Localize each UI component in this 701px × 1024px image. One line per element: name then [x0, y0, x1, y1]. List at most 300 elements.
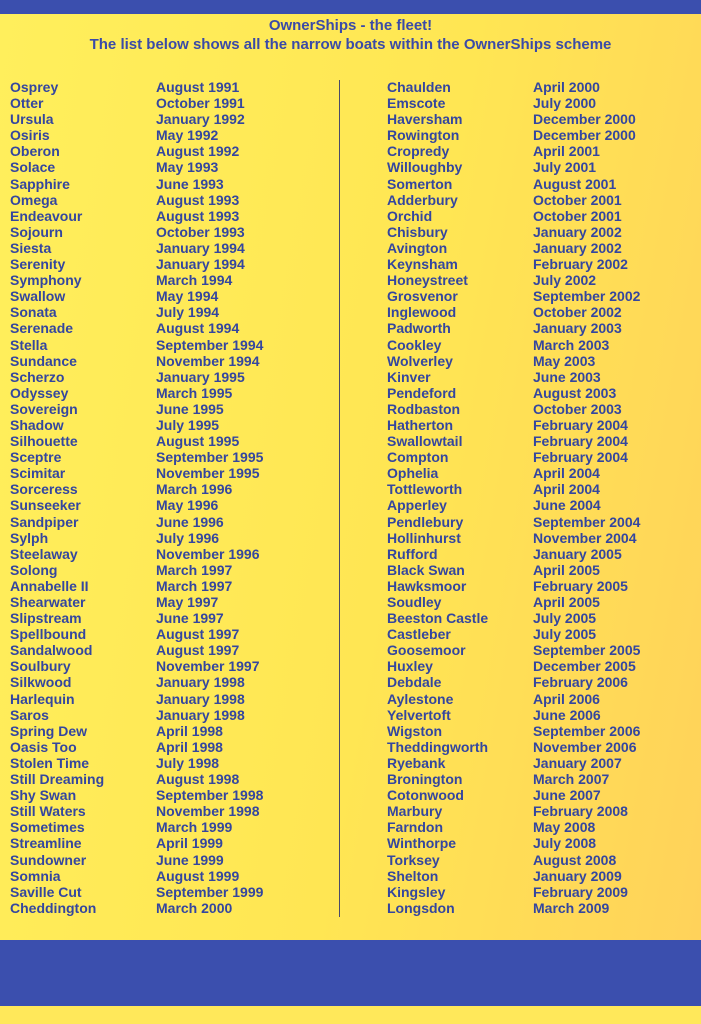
launch-date: October 2003: [533, 400, 622, 417]
list-item: [10, 416, 220, 433]
list-item: [387, 577, 628, 594]
launch-date: September 2005: [533, 642, 641, 659]
boat-name: Pendlebury: [387, 513, 464, 530]
launch-date: August 2001: [533, 175, 617, 192]
boat-name: Kinver: [387, 368, 431, 385]
boat-name: Somerton: [387, 175, 453, 192]
launch-date: January 1995: [156, 368, 245, 385]
boat-name: Emscote: [387, 95, 446, 112]
launch-date: March 1995: [156, 384, 233, 401]
list-item: [387, 867, 622, 884]
list-item: [10, 513, 224, 530]
list-item: [387, 143, 600, 160]
list-item: [387, 497, 601, 514]
list-item: [10, 481, 233, 498]
boat-name: Shelton: [387, 867, 439, 884]
launch-date: April 2006: [533, 690, 600, 707]
launch-date: July 2000: [533, 95, 597, 112]
list-item: [10, 867, 240, 884]
launch-date: July 1994: [156, 304, 220, 321]
list-item: [387, 95, 597, 112]
launch-date: March 2009: [533, 899, 610, 916]
boat-name: Endeavour: [10, 207, 83, 224]
launch-date: September 1994: [156, 336, 264, 353]
launch-date: June 1993: [156, 175, 224, 192]
boat-name: Haversham: [387, 111, 463, 128]
list-item: [387, 594, 600, 610]
launch-date: November 1995: [156, 465, 260, 482]
launch-date: April 2005: [533, 561, 600, 578]
launch-date: November 1994: [156, 352, 260, 369]
launch-date: January 1994: [156, 256, 245, 273]
launch-date: April 2004: [533, 465, 600, 482]
launch-date: May 2003: [533, 352, 596, 369]
list-item: [387, 256, 628, 273]
right-fleet-list: [387, 79, 641, 916]
boat-name: Rufford: [387, 545, 438, 562]
launch-date: July 2005: [533, 610, 597, 627]
launch-date: June 1996: [156, 513, 224, 530]
launch-date: January 2002: [533, 223, 622, 240]
launch-date: January 2009: [533, 867, 622, 884]
boat-name: Hatherton: [387, 416, 454, 433]
launch-date: April 1998: [156, 738, 223, 755]
launch-date: November 1997: [156, 658, 260, 675]
launch-date: August 2008: [533, 851, 617, 868]
boat-name: Keynsham: [387, 256, 458, 273]
boat-name: Symphony: [10, 272, 82, 289]
launch-date: February 2009: [533, 883, 628, 900]
launch-date: May 1993: [156, 159, 219, 176]
list-item: [10, 899, 233, 916]
boat-name: Compton: [387, 449, 449, 466]
boat-name: Scherzo: [10, 368, 65, 385]
boat-name: Wigston: [387, 722, 443, 739]
boat-name: Padworth: [387, 320, 451, 337]
list-item: [10, 336, 264, 353]
list-item: [387, 545, 622, 562]
list-item: [10, 738, 223, 755]
launch-date: March 2000: [156, 899, 233, 916]
boat-name: Shadow: [10, 416, 64, 433]
launch-date: February 2004: [533, 416, 628, 433]
launch-date: November 2004: [533, 529, 637, 546]
launch-date: March 1997: [156, 561, 233, 578]
launch-date: July 2001: [533, 159, 597, 176]
boat-name: Willoughby: [387, 159, 463, 176]
list-item: [10, 722, 223, 739]
list-item: [10, 159, 219, 176]
launch-date: January 1992: [156, 111, 245, 128]
list-item: [387, 899, 610, 916]
boat-name: Somnia: [10, 867, 61, 884]
launch-date: May 1996: [156, 497, 219, 514]
launch-date: October 2001: [533, 191, 622, 208]
boat-name: Sapphire: [10, 175, 70, 192]
launch-date: August 1998: [156, 771, 240, 788]
list-item: [10, 658, 260, 675]
launch-date: July 1995: [156, 416, 220, 433]
list-item: [10, 626, 240, 643]
list-item: [10, 787, 264, 804]
boat-name: Farndon: [387, 819, 443, 836]
boat-name: Aylestone: [387, 690, 454, 707]
boat-name: Sorceress: [10, 481, 78, 498]
launch-date: September 1995: [156, 449, 264, 466]
list-item: [387, 320, 622, 337]
list-item: [387, 465, 600, 482]
boat-name: Ophelia: [387, 465, 439, 482]
boat-name: Black Swan: [387, 561, 465, 578]
boat-name: Adderbury: [387, 191, 458, 208]
launch-date: June 2006: [533, 706, 601, 723]
boat-name: Sundowner: [10, 851, 87, 868]
launch-date: April 2004: [533, 481, 600, 498]
boat-name: Sylph: [10, 529, 49, 546]
boat-name: Oasis Too: [10, 738, 77, 755]
boat-name: Avington: [387, 239, 448, 256]
launch-date: August 2003: [533, 384, 617, 401]
launch-date: August 1991: [156, 79, 240, 95]
list-item: [10, 771, 240, 788]
list-item: [387, 384, 617, 401]
boat-name: Solong: [10, 561, 58, 578]
boat-name: Swallow: [10, 288, 66, 305]
list-item: [387, 883, 628, 900]
boat-name: Silkwood: [10, 674, 72, 691]
boat-name: Debdale: [387, 674, 442, 691]
list-item: [10, 191, 240, 208]
launch-date: September 2006: [533, 722, 641, 739]
list-item: [387, 481, 600, 498]
launch-date: February 2006: [533, 674, 628, 691]
boat-name: Apperley: [387, 497, 447, 514]
boat-name: Tottleworth: [387, 481, 463, 498]
launch-date: February 2008: [533, 803, 628, 820]
boat-name: Sceptre: [10, 449, 62, 466]
list-item: [10, 143, 240, 160]
boat-name: Serenity: [10, 256, 66, 273]
boat-name: Silhouette: [10, 433, 78, 450]
list-item: [10, 95, 245, 112]
boat-name: Inglewood: [387, 304, 457, 321]
list-item: [387, 175, 617, 192]
list-item: [387, 449, 628, 466]
launch-date: September 2002: [533, 288, 641, 305]
launch-date: May 1992: [156, 127, 219, 144]
launch-date: January 2005: [533, 545, 622, 562]
boat-name: Solace: [10, 159, 56, 176]
list-item: [10, 400, 224, 417]
list-item: [10, 851, 224, 868]
list-item: [10, 223, 245, 240]
list-item: [10, 529, 220, 546]
list-item: [387, 368, 601, 385]
boat-name: Odyssey: [10, 384, 69, 401]
launch-date: May 1997: [156, 594, 219, 610]
launch-date: March 2003: [533, 336, 610, 353]
boat-name: Cheddington: [10, 899, 97, 916]
launch-date: October 2001: [533, 207, 622, 224]
boat-name: Cropredy: [387, 143, 450, 160]
boat-name: Sometimes: [10, 819, 85, 836]
boat-name: Marbury: [387, 803, 443, 820]
launch-date: July 2002: [533, 272, 597, 289]
launch-date: April 1998: [156, 722, 223, 739]
launch-date: February 2002: [533, 256, 628, 273]
list-item: [10, 803, 260, 820]
launch-date: April 1999: [156, 835, 223, 852]
list-item: [387, 433, 628, 450]
list-item: [10, 690, 245, 707]
boat-name: Sonata: [10, 304, 57, 321]
list-item: [387, 674, 628, 691]
list-item: [387, 626, 597, 643]
boat-name: Sundance: [10, 352, 77, 369]
boat-name: Osprey: [10, 79, 59, 95]
list-item: [10, 465, 260, 482]
list-item: [10, 835, 223, 852]
list-item: [387, 288, 641, 305]
list-item: [10, 433, 240, 450]
list-item: [387, 400, 622, 417]
boat-name: Chisbury: [387, 223, 448, 240]
list-item: [387, 690, 600, 707]
boat-name: Stella: [10, 336, 48, 353]
boat-name: Ursula: [10, 111, 54, 128]
bottom-yellow-strip: [0, 1006, 701, 1024]
list-item: [10, 256, 245, 273]
launch-date: August 1997: [156, 626, 240, 643]
boat-name: Steelaway: [10, 545, 78, 562]
list-item: [10, 111, 245, 128]
boat-name: Spellbound: [10, 626, 87, 643]
list-item: [387, 803, 628, 820]
list-item: [387, 79, 600, 95]
launch-date: January 2003: [533, 320, 622, 337]
launch-date: April 2000: [533, 79, 600, 95]
boat-name: Sandpiper: [10, 513, 79, 530]
boat-name: Huxley: [387, 658, 433, 675]
list-item: [10, 545, 260, 562]
launch-date: June 1999: [156, 851, 224, 868]
page-subtitle: The list below shows all the narrow boats within the OwnerShips scheme: [89, 36, 612, 53]
list-item: [387, 272, 597, 289]
column-divider: [339, 80, 340, 917]
launch-date: January 2007: [533, 754, 622, 771]
list-item: [387, 529, 637, 546]
launch-date: October 1993: [156, 223, 245, 240]
list-item: [10, 819, 233, 836]
boat-name: Longsdon: [387, 899, 455, 916]
launch-date: August 1994: [156, 320, 240, 337]
launch-date: July 1996: [156, 529, 220, 546]
boat-name: Grosvenor: [387, 288, 458, 305]
list-item: [10, 449, 264, 466]
boat-name: Cookley: [387, 336, 442, 353]
launch-date: February 2004: [533, 449, 628, 466]
list-item: [10, 706, 245, 723]
boat-name: Still Dreaming: [10, 771, 105, 788]
list-item: [387, 722, 641, 739]
launch-date: June 1997: [156, 610, 224, 627]
launch-date: January 1998: [156, 706, 245, 723]
boat-name: Sunseeker: [10, 497, 81, 514]
launch-date: April 2001: [533, 143, 600, 160]
launch-date: January 1998: [156, 674, 245, 691]
boat-name: Kingsley: [387, 883, 446, 900]
boat-name: Bronington: [387, 771, 463, 788]
list-item: [10, 79, 240, 95]
list-item: [387, 642, 641, 659]
launch-date: December 2000: [533, 111, 636, 128]
boat-name: Hollinhurst: [387, 529, 461, 546]
list-item: [387, 127, 636, 144]
boat-name: Osiris: [10, 127, 50, 144]
list-item: [387, 336, 610, 353]
boat-name: Otter: [10, 95, 44, 112]
boat-name: Hawksmoor: [387, 577, 467, 594]
list-item: [387, 352, 596, 369]
launch-date: December 2005: [533, 658, 636, 675]
boat-name: Harlequin: [10, 690, 75, 707]
launch-date: July 2005: [533, 626, 597, 643]
list-item: [387, 304, 622, 321]
launch-date: November 2006: [533, 738, 637, 755]
list-item: [10, 674, 245, 691]
boat-name: Yelvertoft: [387, 706, 451, 723]
launch-date: January 1998: [156, 690, 245, 707]
boat-name: Shearwater: [10, 594, 86, 610]
boat-name: Honeystreet: [387, 272, 468, 289]
launch-date: October 1991: [156, 95, 245, 112]
launch-date: June 2003: [533, 368, 601, 385]
list-item: [10, 288, 219, 305]
boat-name: Ryebank: [387, 754, 446, 771]
launch-date: June 1995: [156, 400, 224, 417]
boat-name: Omega: [10, 191, 58, 208]
boat-name: Torksey: [387, 851, 440, 868]
launch-date: January 2002: [533, 239, 622, 256]
list-item: [10, 207, 240, 224]
list-item: [10, 594, 219, 610]
boat-name: Rodbaston: [387, 400, 461, 417]
list-item: [387, 706, 601, 723]
launch-date: December 2000: [533, 127, 636, 144]
launch-date: August 1993: [156, 191, 240, 208]
boat-name: Cotonwood: [387, 787, 464, 804]
list-item: [387, 207, 622, 224]
list-item: [387, 191, 622, 208]
launch-date: November 1998: [156, 803, 260, 820]
list-item: [387, 738, 637, 755]
launch-date: June 2007: [533, 787, 601, 804]
boat-name: Sovereign: [10, 400, 78, 417]
boat-name: Wolverley: [387, 352, 453, 369]
launch-date: May 2008: [533, 819, 596, 836]
boat-name: Soudley: [387, 594, 442, 610]
boat-name: Slipstream: [10, 610, 82, 627]
list-item: [10, 642, 240, 659]
list-item: [387, 610, 597, 627]
launch-date: August 1992: [156, 143, 240, 160]
bottom-blue-band: [0, 940, 701, 1006]
launch-date: March 1997: [156, 577, 233, 594]
boat-name: Sojourn: [10, 223, 63, 240]
boat-name: Sandalwood: [10, 642, 93, 659]
boat-name: Annabelle II: [10, 577, 89, 594]
launch-date: September 1999: [156, 883, 264, 900]
list-item: [387, 159, 597, 176]
boat-name: Scimitar: [10, 465, 66, 482]
launch-date: August 1995: [156, 433, 240, 450]
launch-date: March 2007: [533, 771, 610, 788]
boat-name: Still Waters: [10, 803, 86, 820]
list-item: [10, 352, 260, 369]
list-item: [387, 239, 622, 256]
boat-name: Orchid: [387, 207, 433, 224]
boat-name: Serenade: [10, 320, 74, 337]
launch-date: August 1993: [156, 207, 240, 224]
list-item: [10, 272, 233, 289]
list-item: [10, 368, 245, 385]
launch-date: April 2005: [533, 594, 600, 610]
launch-date: July 2008: [533, 835, 597, 852]
boat-name: Theddingworth: [387, 738, 489, 755]
launch-date: July 1998: [156, 754, 220, 771]
list-item: [387, 835, 597, 852]
launch-date: September 1998: [156, 787, 264, 804]
list-item: [10, 883, 264, 900]
boat-name: Castleber: [387, 626, 451, 643]
list-item: [10, 561, 233, 578]
list-item: [387, 819, 596, 836]
list-item: [10, 497, 219, 514]
boat-name: Winthorpe: [387, 835, 457, 852]
left-fleet-list: [10, 79, 264, 916]
launch-date: March 1994: [156, 272, 233, 289]
boat-name: Spring Dew: [10, 722, 88, 739]
list-item: [387, 111, 636, 128]
list-item: [10, 239, 245, 256]
boat-name: Stolen Time: [10, 754, 90, 771]
list-item: [10, 320, 240, 337]
launch-date: January 1994: [156, 239, 245, 256]
launch-date: November 1996: [156, 545, 260, 562]
launch-date: February 2004: [533, 433, 628, 450]
list-item: [10, 754, 220, 771]
boat-name: Pendeford: [387, 384, 457, 401]
launch-date: May 1994: [156, 288, 219, 305]
list-item: [10, 384, 233, 401]
boat-name: Swallowtail: [387, 433, 463, 450]
boat-name: Saville Cut: [10, 883, 82, 900]
list-item: [387, 561, 600, 578]
list-item: [387, 771, 610, 788]
launch-date: March 1999: [156, 819, 233, 836]
boat-name: Oberon: [10, 143, 60, 160]
list-item: [10, 610, 224, 627]
list-item: [10, 175, 224, 192]
list-item: [387, 754, 622, 771]
list-item: [10, 577, 233, 594]
launch-date: August 1999: [156, 867, 240, 884]
launch-date: March 1996: [156, 481, 233, 498]
boat-name: Shy Swan: [10, 787, 77, 804]
boat-name: Rowington: [387, 127, 460, 144]
boat-name: Soulbury: [10, 658, 71, 675]
boat-name: Goosemoor: [387, 642, 466, 659]
